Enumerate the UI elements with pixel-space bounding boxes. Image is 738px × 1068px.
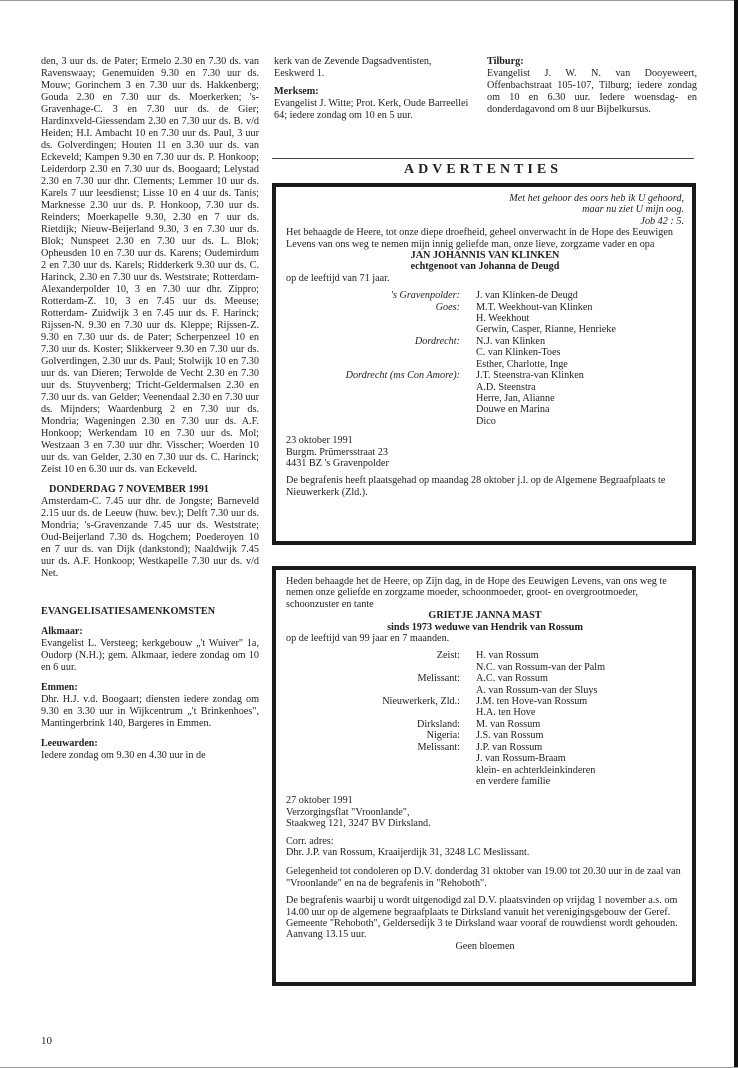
family-member: A. van Rossum-van der Sluys — [476, 684, 598, 696]
family-member: H. Weekhout — [476, 313, 530, 325]
family-row — [286, 650, 684, 673]
family-row — [286, 336, 684, 370]
family-row — [286, 673, 684, 696]
location-heading: Tilburg: — [487, 56, 524, 67]
deceased-name: GRIETJE JANNA MAST — [428, 610, 542, 622]
family-member: Dico — [476, 415, 496, 427]
family-row — [286, 730, 684, 741]
page-border-right — [734, 0, 738, 1068]
family-place: Melissant: — [417, 673, 460, 685]
no-flowers-note: Geen bloemen — [455, 940, 515, 952]
location-text: Evangelist J. Witte; Prot. Kerk, Oude Barreellei 64; iedere zondag om 10 en 5 uur. — [274, 98, 469, 121]
family-member: J. van Rossum-Braam — [476, 753, 566, 765]
top-right-column — [487, 56, 697, 116]
deceased-name: JAN JOHANNIS VAN KLINKEN — [410, 250, 560, 262]
notice-date: 27 oktober 1991 — [286, 795, 353, 807]
bible-reference: Job 42 : 5. — [640, 215, 684, 227]
location-heading: Merksem: — [274, 86, 319, 97]
continuation-text: kerk van de Zevende Dagsadventisten, Eeskwerd 1. — [274, 56, 432, 79]
obituary-notice-mast — [272, 566, 696, 986]
deceased-subtitle: echtgenoot van Johanna de Deugd — [410, 261, 560, 273]
family-member: M.T. Weekhout-van Klinken — [476, 301, 593, 313]
family-member: klein- en achterkleinkinderen — [476, 764, 596, 776]
family-member: J.S. van Rossum — [476, 730, 544, 742]
family-list — [286, 650, 684, 787]
deceased-age: op de leeftijd van 71 jaar. — [286, 272, 390, 284]
notice-intro: Heden behaagde het de Heere, op Zijn dag, in de Hope des Eeuwigen Levens, van ons weg te nemen onze geliefde en zorgzame moeder, schoonmoeder, groot- en overgrootmoeder, schoonzuster en tante — [286, 576, 667, 610]
family-member: C. van Klinken-Toes — [476, 347, 561, 359]
notice-address: Staakweg 121, 3247 BV Dirksland. — [286, 818, 431, 830]
family-place: 's Gravenpolder: — [390, 290, 460, 302]
left-column — [41, 56, 259, 762]
family-place: Nieuwerkerk, Zld.: — [382, 696, 460, 708]
location-text: Evangelist L. Versteeg; kerkgebouw „'t Wuiver" 1a, Oudorp (N.H.); gem. Alkmaar, iedere zondag om 10 en 6 uur. — [41, 638, 259, 673]
correspondence-label: Corr. adres: — [286, 835, 334, 847]
location-text: Dhr. H.J. v.d. Boogaart; diensten iedere zondag om 9.30 en 3.30 uur in Wijkcentrum „'t Brinkenhoes", Mantingerbrink 140, Bargeres in Emmen. — [41, 694, 259, 729]
location-text: Evangelist J. W. N. van Dooyeweert, Offenbachstraat 105-107, Tilburg; iedere zondag om 10 en 6.30 uur. Iedere woensdag- en donderdagavond om 8 uur Bijbelkursus. — [487, 68, 697, 115]
notice-address: 4431 BZ 's Gravenpolder — [286, 457, 389, 469]
family-place: Dordrecht (ms Con Amore): — [345, 370, 460, 382]
family-member: J. van Klinken-de Deugd — [476, 290, 578, 302]
family-member: Douwe en Marina — [476, 404, 550, 416]
family-member: J.T. Steenstra-van Klinken — [476, 370, 584, 382]
day-section — [41, 484, 259, 580]
family-row — [286, 719, 684, 730]
day-heading: DONDERDAG 7 NOVEMBER 1991 — [49, 484, 209, 495]
family-place: Goes: — [435, 301, 460, 313]
family-member: M. van Rossum — [476, 718, 541, 730]
family-member: N.J. van Klinken — [476, 335, 546, 347]
family-place: Nigeria: — [426, 730, 460, 742]
location-heading: Emmen: — [41, 682, 78, 693]
notice-address: Burgm. Prümersstraat 23 — [286, 446, 388, 458]
section-divider — [272, 158, 694, 159]
funeral-info: De begrafenis waarbij u wordt uitgenodigd zal D.V. plaatsvinden op vrijdag 1 november a.s. om 14.00 uur op de algemene begraafplaats te Dirksland vanuit het verenigingsgebouw der Geref. Gemeente "Rehoboth", Geldersedijk 3 te Dirksland waar vooraf de rouwdienst wordt gehouden. Aanvang 13.15 uur. — [286, 895, 678, 941]
location-heading: Alkmaar: — [41, 626, 83, 637]
notice-address: Verzorgingsflat "Vroonlande", — [286, 806, 410, 818]
family-member: Gerwin, Casper, Rianne, Henrieke — [476, 324, 616, 336]
family-member: H. van Rossum — [476, 650, 539, 662]
page-border-top — [0, 0, 738, 1]
family-place: Dirksland: — [416, 718, 460, 730]
family-member: en verdere familie — [476, 775, 551, 787]
bible-quote: Met het gehoor des oors heb ik U gehoord, — [509, 193, 684, 204]
obituary-notice-klinken — [272, 183, 696, 545]
condolence-info: Gelegenheid tot condoleren op D.V. donderdag 31 oktober van 19.00 tot 20.30 uur in de zaal van "Vroonlande" en na de begrafenis in "Rehoboth". — [286, 866, 681, 889]
service-listing: den, 3 uur ds. de Pater; Ermelo 2.30 en 7.30 ds. van Ravenswaay; Genemuiden 9.30 en 7.30 uur ds. Mouw; Gorinchem 3 en 7.30 uur ds. Hakkenberg; Gouda 2.30 en 7.30 uur ds. Moerkerken; 's-Gravenhage-C. 3 en 7.30 uur ds. de Gier; Hardinxveld-Giessendam 2.30 en 7.30 uur ds. B. v/d Heiden; H.I. Ambacht 10 en 7.30 uur ds. Paul, 3 uur ds. Golverdingen; Houten 11 en 3.30 uur ds. van Eckeveld; Kampen 9.30 en 7.30 uur ds. P. Honkoop; Leiderdorp 2.30 en 7.30 uur ds. Boogaard; Lelystad 2.30 en 7.30 uur dhr. Clements; Lemmer 10 uur ds. Karels 7 uur leesdienst; Lisse 10 en 4 uur ds. Tanis; Marknesse 2.30 uur ds. P. Honkoop, 7.30 uur ds. Reinders; Moerkapelle 9.30, 2.30 en 7 uur ds. Rietdijk; Nieuw-Beijerland 9.30, 3 en 7.30 uur ds. Blok; Nunspeet 2.30 en 7.30 uur ds. L. Blok; Opheusden 10 en 7.30 uur ds. Karens; Oudemirdum 2 en 7.30 uur ds. Karels; Ridderkerk 9.30 uur ds. C. Harinck, 2.30 en 7.30 uur ds. Weststrate; Rotterdam-Alexanderpolder 10, 3 en 7.30 uur dhr. Zippro; Rotterdam-Z. 10, 3 en 7.45 uur ds. Meeuse; Rotterdam- Zuidwijk 3 en 7.45 uur ds. F. Harinck; Rijssen-N. 9.30 en 7.30 uur ds. Kleppe; Rijssen-Z. 9.30 en 7.30 uur ds. de Pater; Scherpenzeel 10 en 7.30 uur ds. Koster; Slikkerveer 9.30 en 7.30 uur ds. Golverdingen, 2.30 uur ds. Paul; Stolwijk 10 en 7.30 uur ds. van Dieren; Terwolde de Vecht 2.30 en 7.30 uur ds. Stuyvenberg; Tricht-Geldermalsen 2.30 en 7.30 uur ds. van Gelder; Veenendaal 2.30 en 7.30 uur ds. Mijnders; Waardenburg 2 en 7.30 uur ds. Mondria; Wageningen 2.30 en 7.30 uur ds. A.F. Honkoop; Werkendam 10 en 7.30 uur ds. Mol; Westzaan 3 en 7.30 uur dhr. Visscher; Woerden 10 uur ds. van Gelder, 2.30 en 7.30 uur ds. C. Harinck; Zeist 10 en 6.30 uur ds. van Eckeveld. — [41, 56, 259, 475]
funeral-info: De begrafenis heeft plaatsgehad op maandag 28 oktober j.l. op de Algemene Begraafplaats te Nieuwerkerk (Zld.). — [286, 475, 666, 498]
location-text: Iedere zondag om 9.30 en 4.30 uur in de — [41, 750, 206, 761]
family-list — [286, 290, 684, 427]
location-heading: Leeuwarden: — [41, 738, 98, 749]
family-member: J.P. van Rossum — [476, 741, 543, 753]
advertenties-title: ADVERTENTIES — [404, 162, 562, 177]
family-member: N.C. van Rossum-van der Palm — [476, 661, 606, 673]
family-row — [286, 696, 684, 719]
bible-quote: maar nu ziet U mijn oog. — [582, 204, 684, 216]
family-row — [286, 742, 684, 788]
family-row — [286, 370, 684, 427]
notice-intro: Het behaagde de Heere, tot onze diepe droefheid, geheel onverwacht in de Hope des Eeuwigen Levens van ons weg te nemen mijn innig geliefde man, onze lieve, zorgzame vader en opa — [286, 227, 673, 250]
family-row — [286, 302, 684, 336]
deceased-age: op de leeftijd van 99 jaar en 7 maanden. — [286, 633, 450, 645]
family-member: Esther, Charlotte, Inge — [476, 358, 568, 370]
family-member: A.C. van Rossum — [476, 673, 548, 685]
family-member: J.M. ten Hove-van Rossum — [476, 696, 588, 708]
notice-date: 23 oktober 1991 — [286, 435, 353, 447]
top-middle-column — [274, 56, 472, 122]
family-place: Dordrecht: — [414, 335, 460, 347]
deceased-subtitle: sinds 1973 weduwe van Hendrik van Rossum — [387, 621, 583, 633]
page-number: 10 — [41, 1035, 52, 1047]
family-place: Zeist: — [436, 650, 460, 662]
family-place: Melissant: — [417, 741, 460, 753]
correspondence-address: Dhr. J.P. van Rossum, Kraaijerdijk 31, 3248 LC Meslissant. — [286, 846, 530, 858]
family-member: H.A. ten Hove — [476, 707, 536, 719]
family-member: A.D. Steenstra — [476, 381, 536, 393]
evangelisation-heading: EVANGELISATIESAMENKOMSTEN — [41, 606, 216, 617]
family-row — [286, 290, 684, 301]
family-member: Herre, Jan, Alianne — [476, 392, 555, 404]
day-services: Amsterdam-C. 7.45 uur dhr. de Jongste; Barneveld 2.15 uur ds. de Leeuw (huw. bev.); Delft 7.30 uur ds. Mondria; 's-Gravenzande 7.45 uur ds. Weststrate; Oud-Beijerland 7.30 ds. Hogchem; Poederoyen 10 en 7 uur ds. van Dijk (dankstond); Naaldwijk 7.45 uur ds. A.F. Honkoop; Westkapelle 7.30 uur ds. v/d Net. — [41, 496, 259, 579]
